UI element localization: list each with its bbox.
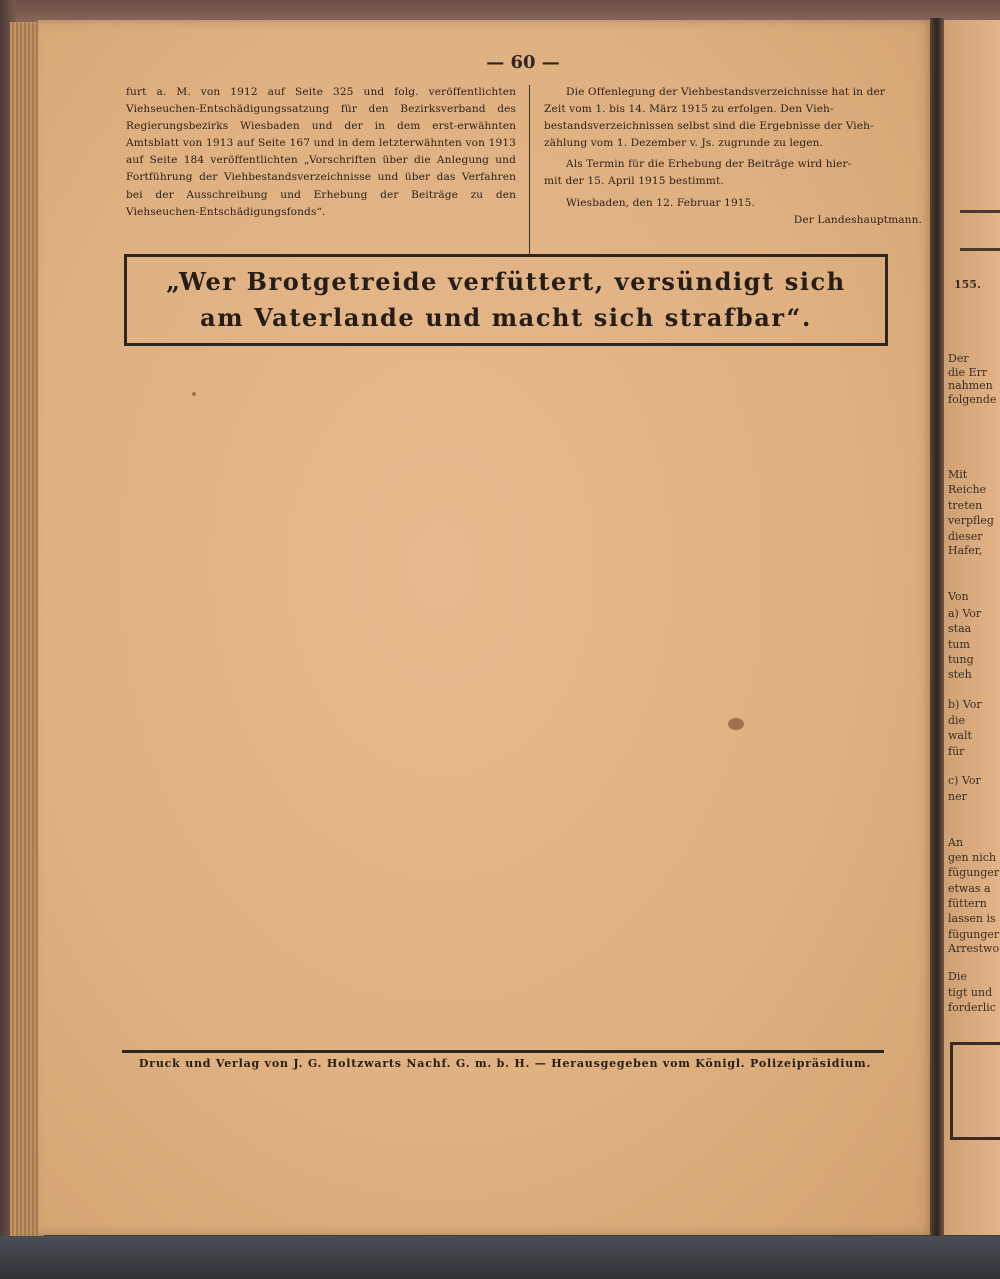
- next-page-fragment: Arrestwo: [948, 942, 1000, 955]
- next-page-fragment: Von: [948, 590, 969, 603]
- left-column: [126, 84, 516, 221]
- rule: [960, 248, 1000, 251]
- frame: [950, 1042, 1000, 1140]
- place-date: Wiesbaden, den 12. Februar 1915.: [566, 196, 755, 209]
- text-line: Als Termin für die Erhebung der Beiträge wird hier-: [566, 158, 852, 171]
- text-line: zählung vom 1. Dezember v. Js. zugrunde zu legen.: [544, 137, 824, 150]
- next-page-fragment: die: [948, 714, 966, 727]
- next-page-fragment: für: [948, 745, 965, 758]
- next-page-fragment: staa: [948, 622, 972, 635]
- next-page-fragment: a) Vor: [948, 607, 982, 620]
- next-page-fragment: fügunger: [948, 866, 1000, 879]
- text-line: bestandsverzeichnissen selbst sind die Ergebnisse der Vieh-: [544, 120, 874, 133]
- text-line: Zeit vom 1. bis 14. März 1915 zu erfolgen. Den Vieh-: [544, 103, 834, 116]
- text-line: Die Offenlegung der Viehbestandsverzeichnisse hat in der: [566, 86, 885, 98]
- signature: Der Landeshauptmann.: [793, 213, 922, 226]
- next-page-fragment: tung: [948, 653, 974, 666]
- slogan-box: [124, 254, 888, 346]
- page-stain: [192, 392, 196, 396]
- next-page-fragment: b) Vor: [948, 698, 982, 711]
- next-page-fragment: gen nich: [948, 851, 996, 864]
- next-page-fragment: forderlic: [948, 1001, 996, 1014]
- left-paragraph: furt a. M. von 1912 auf Seite 325 und folg. veröffentlichten Viehseuchen-Entschädigungssatzung für den Bezirksverband des Regierungsbezirks Wiesbaden und der in dem erst-erwähnten Amtsblatt von 1913 auf Seite 167 und in dem letzterwähnten von 1913 auf Seite 184 veröffentlichten „Vorschriften über die Anlegung und Fortführung der Viehbestandsverzeichnisse und über das Verfahren bei der Ausschreibung und Erhebung der Beiträge zu den Viehseuchen-Entschädigungsfonds“.: [126, 86, 516, 218]
- slogan-line-2: am Vaterlande und macht sich strafbar“.: [200, 303, 812, 332]
- next-page-fragment: tum: [948, 638, 970, 651]
- next-page-fragment: dieser: [948, 530, 983, 543]
- book-gutter: [930, 18, 944, 1238]
- next-page-fragment: fügunger: [948, 928, 1000, 941]
- next-page-fragment: lassen is: [948, 912, 996, 925]
- next-page-fragment: füttern: [948, 897, 987, 910]
- next-page-fragment: tigt und: [948, 986, 993, 999]
- page-stain: [728, 718, 744, 730]
- next-page-fragment: Die: [948, 970, 967, 983]
- next-page-fragment: treten: [948, 499, 983, 512]
- next-page-fragment: verpfleg: [948, 514, 994, 527]
- next-page-fragment: Hafer,: [948, 544, 983, 557]
- next-page-fragment: ner: [948, 790, 967, 803]
- next-page-fragment: folgende: [948, 393, 997, 406]
- next-page-fragment: walt: [948, 729, 972, 742]
- rule: [960, 210, 1000, 213]
- book-cover-bottom: [0, 1236, 1000, 1279]
- column-divider: [529, 85, 530, 255]
- next-page-fragment: 155.: [954, 278, 981, 291]
- next-page-fragment: die Err: [948, 366, 988, 379]
- next-page-fragment: An: [948, 836, 964, 849]
- next-page-fragment: Mit: [948, 468, 968, 481]
- imprint-footer: Druck und Verlag von J. G. Holtzwarts Nachf. G. m. b. H. — Herausgegeben vom Königl. Polizeipräsidium.: [138, 1057, 872, 1070]
- text-line: mit der 15. April 1915 bestimmt.: [544, 175, 724, 188]
- right-column: [544, 84, 926, 229]
- next-page-fragment: Reiche: [948, 483, 987, 496]
- slogan-line-1: „Wer Brotgetreide verfüttert, versündigt sich: [166, 267, 846, 296]
- footer-rule: [122, 1050, 884, 1053]
- next-page-fragment: c) Vor: [948, 774, 981, 787]
- next-page-fragment: etwas a: [948, 882, 991, 895]
- next-page-edge: [944, 20, 1000, 1235]
- next-page-fragment: Der: [948, 352, 969, 365]
- page-number: — 60 —: [486, 52, 560, 73]
- next-page-fragment: nahmen: [948, 379, 993, 392]
- next-page-fragment: steh: [948, 668, 972, 681]
